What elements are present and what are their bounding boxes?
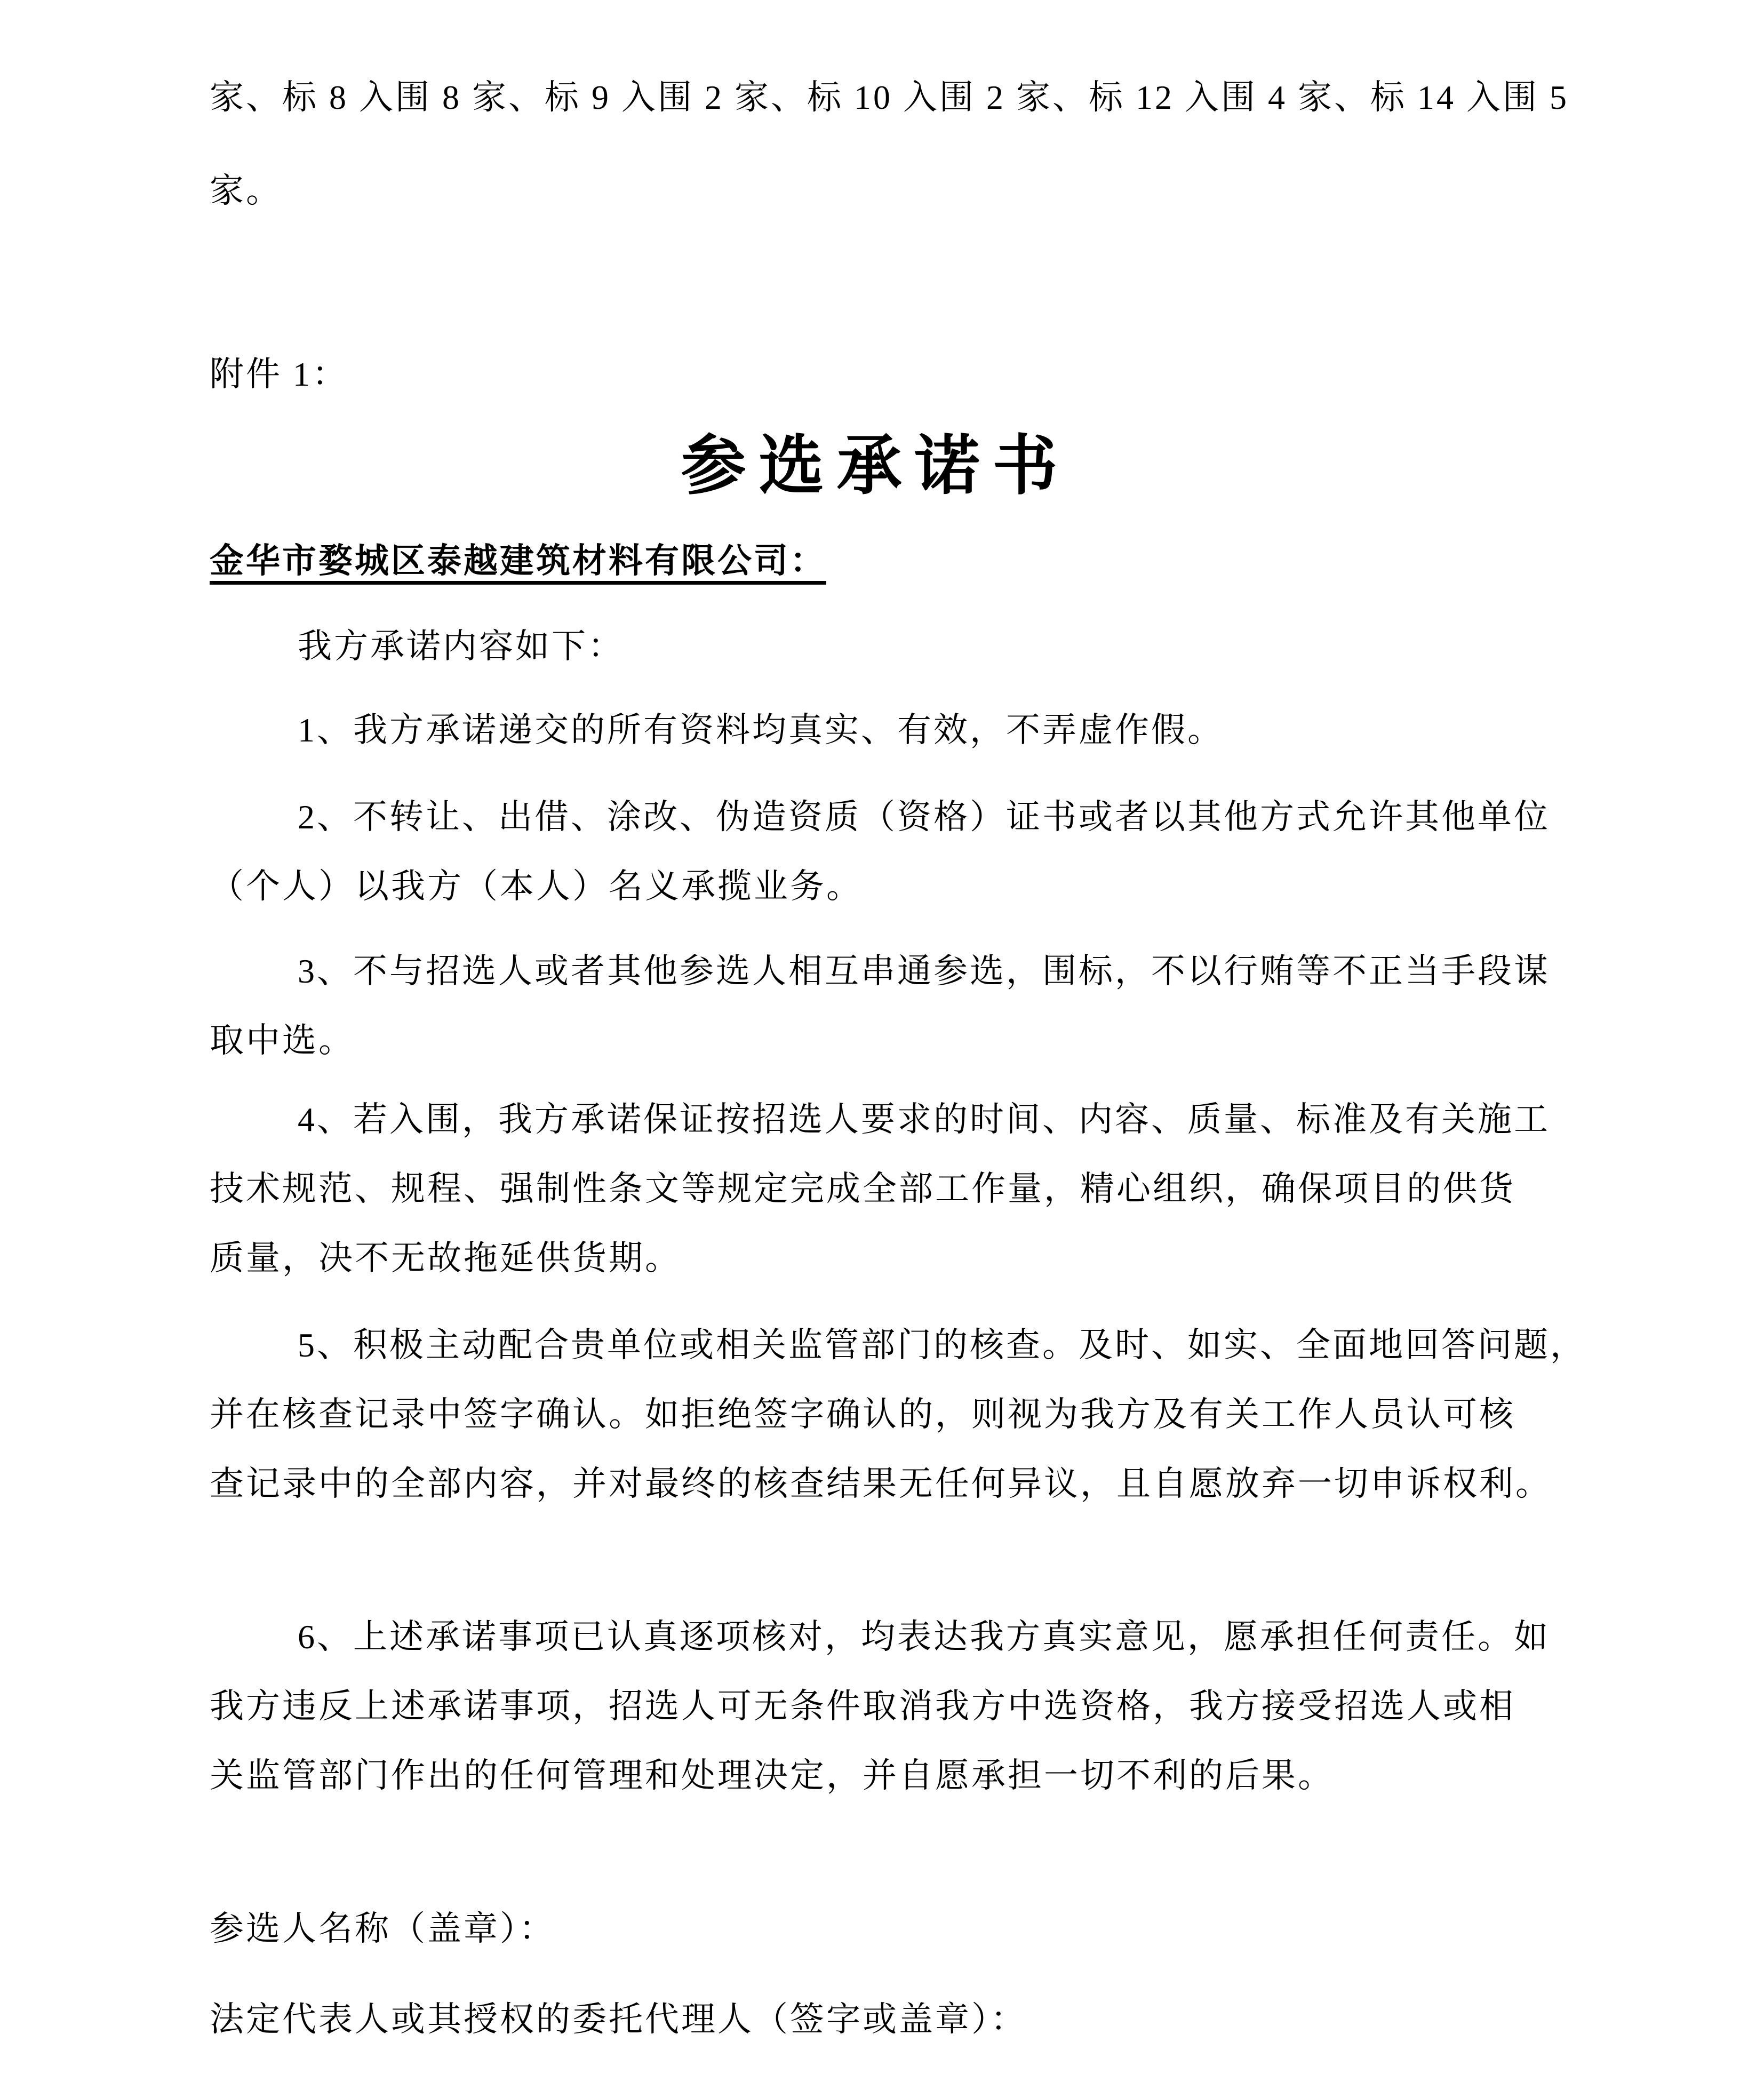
company-addressee: 金华市婺城区泰越建筑材料有限公司： [210,542,826,580]
item-6-line-2: 我方违反上述承诺事项，招选人可无条件取消我方中选资格，我方接受招选人或相 [210,1687,1515,1725]
page-title: 参选承诺书 [681,430,1071,502]
item-4-line-2: 技术规范、规程、强制性条文等规定完成全部工作量，精心组织，确保项目的供货 [210,1170,1515,1208]
item-3-line-1: 3、不与招选人或者其他参选人相互串通参选，围标，不以行贿等不正当手段谋 [298,952,1550,990]
item-5-line-3: 查记录中的全部内容，并对最终的核查结果无任何异议，且自愿放弃一切申诉权利。 [210,1465,1552,1503]
carryover-line-1: 家、标 8 入围 8 家、标 9 入围 2 家、标 10 入围 2 家、标 12 入围 4 家、标 14 入围 5 [210,78,1569,116]
item-2-line-1: 2、不转让、出借、涂改、伪造资质（资格）证书或者以其他方式允许其他单位 [298,798,1550,836]
paragraph-item-5 [210,1311,1586,1519]
legal-rep-label: 法定代表人或其授权的委托代理人（签字或盖章）： [210,2000,1027,2038]
paragraph-item-1 [210,696,1542,765]
paragraph-legal-rep [210,1985,1542,2054]
paragraph-item-3 [210,937,1550,1075]
paragraph-title [210,421,1542,512]
item-2-line-2: （个人）以我方（本人）名义承揽业务。 [210,867,863,905]
intro-line: 我方承诺内容如下： [298,627,624,665]
item-5-line-2: 并在核查记录中签字确认。如拒绝签字确认的，则视为我方及有关工作人员认可核 [210,1395,1515,1433]
paragraph-attachment [210,340,1542,409]
paragraph-item-6 [210,1602,1550,1810]
item-4-line-1: 4、若入围，我方承诺保证按招选人要求的时间、内容、质量、标准及有关施工 [298,1100,1550,1138]
item-3-line-2: 取中选。 [210,1022,355,1059]
paragraph-carryover [210,51,1569,237]
item-4-line-3: 质量，决不无故拖延供货期。 [210,1239,681,1277]
participant-name-label: 参选人名称（盖章）： [210,1910,555,1948]
item-6-line-1: 6、上述承诺事项已认真逐项核对，均表达我方真实意见，愿承担任何责任。如 [298,1618,1550,1656]
paragraph-participant-name [210,1894,1542,1964]
item-6-line-3: 关监管部门作出的任何管理和处理决定，并自愿承担一切不利的后果。 [210,1757,1334,1794]
paragraph-item-2 [210,783,1550,921]
carryover-line-2: 家。 [210,172,282,210]
paragraph-intro [210,612,1542,681]
paragraph-item-4 [210,1085,1550,1293]
attachment-label: 附件 1： [210,355,348,393]
paragraph-addressee [210,527,1542,596]
item-5-line-1: 5、积极主动配合贵单位或相关监管部门的核查。及时、如实、全面地回答问题， [298,1326,1586,1364]
item-1-line-1: 1、我方承诺递交的所有资料均真实、有效，不弄虚作假。 [298,711,1224,749]
